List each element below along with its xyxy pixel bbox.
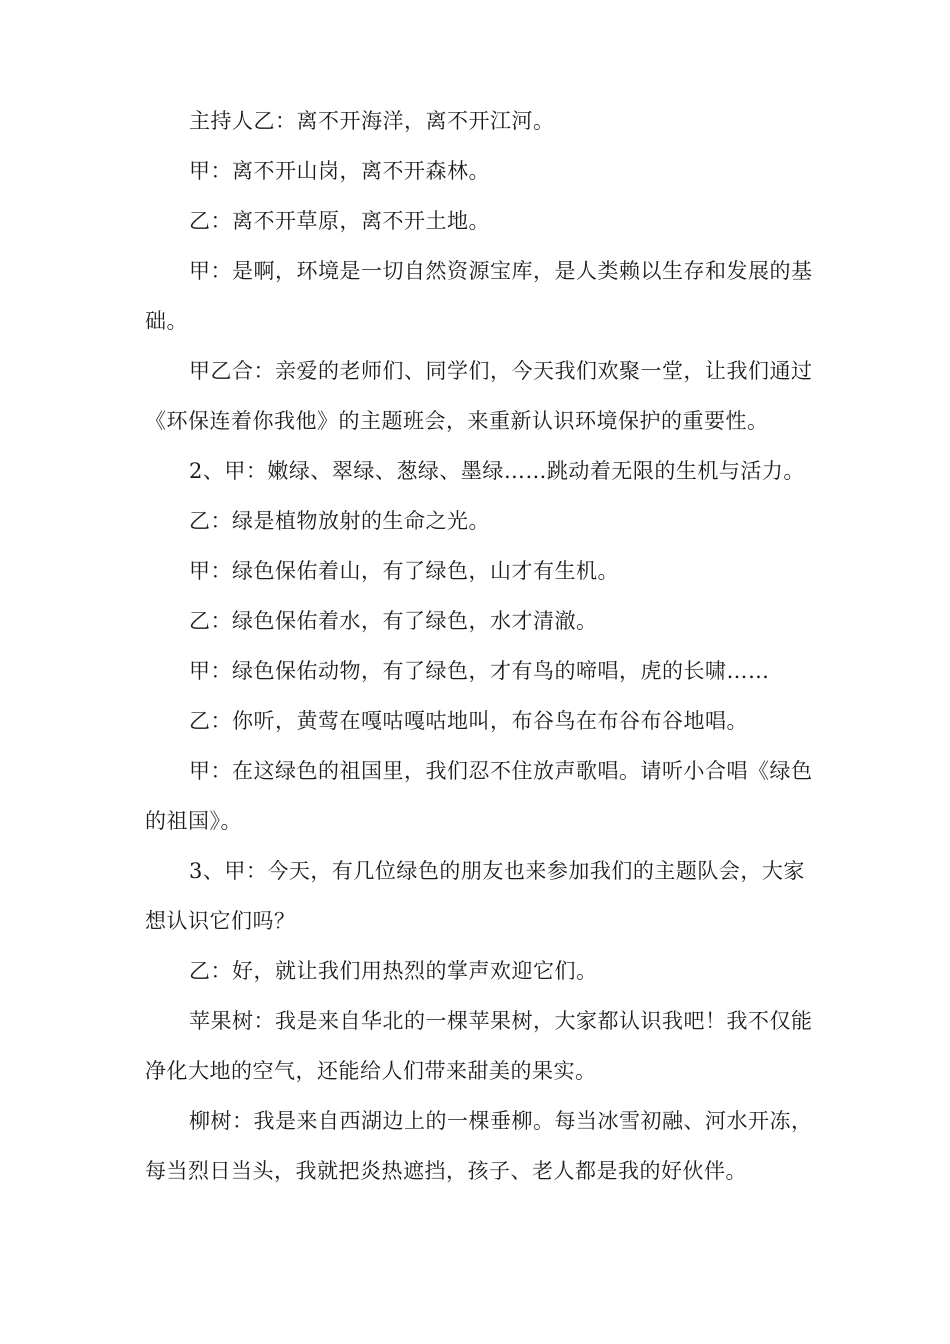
paragraph-13: 3、甲：今天，有几位绿色的朋友也来参加我们的主题队会，大家想认识它们吗？ bbox=[145, 859, 805, 933]
paragraph-14: 乙：好，就让我们用热烈的掌声欢迎它们。 bbox=[189, 959, 598, 983]
paragraph-8: 甲：绿色保佑着山，有了绿色，山才有生机。 bbox=[189, 559, 619, 583]
paragraph-12: 甲：在这绿色的祖国里，我们忍不住放声歌唱。请听小合唱《绿色的祖国》。 bbox=[145, 759, 813, 833]
paragraph-4: 甲：是啊，环境是一切自然资源宝库，是人类赖以生存和发展的基础。 bbox=[145, 259, 813, 333]
paragraph-16: 柳树：我是来自西湖边上的一棵垂柳。每当冰雪初融、河水开冻，每当烈日当头，我就把炎热遮挡，孩子、老人都是我的好伙伴。 bbox=[145, 1109, 813, 1183]
paragraph-9: 乙：绿色保佑着水，有了绿色，水才清澈。 bbox=[189, 609, 598, 633]
paragraph-15: 苹果树：我是来自华北的一棵苹果树，大家都认识我吧！我不仅能净化大地的空气，还能给人们带来甜美的果实。 bbox=[145, 1009, 813, 1083]
paragraph-2: 甲：离不开山岗，离不开森林。 bbox=[189, 159, 490, 183]
paragraph-1: 主持人乙：离不开海洋，离不开江河。 bbox=[189, 109, 555, 133]
paragraph-11: 乙：你听，黄莺在嘎咕嘎咕地叫，布谷鸟在布谷布谷地唱。 bbox=[189, 709, 748, 733]
document-body bbox=[145, 96, 825, 1196]
paragraph-5: 甲乙合：亲爱的老师们、同学们，今天我们欢聚一堂，让我们通过《环保连着你我他》的主题班会，来重新认识环境保护的重要性。 bbox=[145, 359, 813, 433]
paragraph-7: 乙：绿是植物放射的生命之光。 bbox=[189, 509, 490, 533]
paragraph-10: 甲：绿色保佑动物，有了绿色，才有鸟的啼唱，虎的长啸…… bbox=[189, 659, 770, 683]
paragraph-3: 乙：离不开草原，离不开土地。 bbox=[189, 209, 490, 233]
paragraph-6: 2、甲：嫩绿、翠绿、葱绿、墨绿……跳动着无限的生机与活力。 bbox=[189, 459, 805, 483]
